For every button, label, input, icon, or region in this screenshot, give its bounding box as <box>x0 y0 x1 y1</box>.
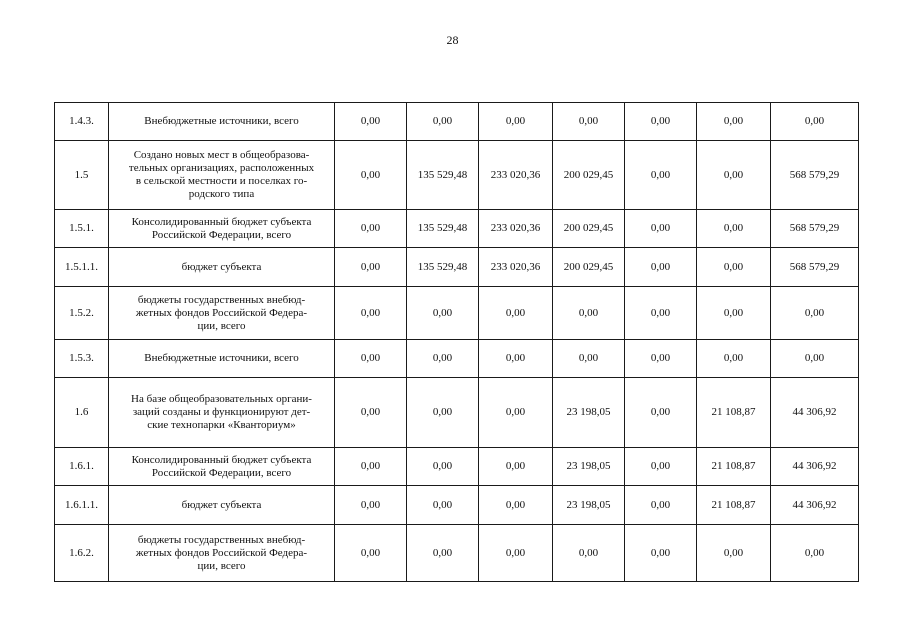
description-line: родского типа <box>188 188 255 200</box>
value-cell: 0,00 <box>771 287 859 340</box>
value-cell: 0,00 <box>335 340 407 378</box>
table-row <box>55 378 859 448</box>
budget-table <box>54 102 859 582</box>
table-row <box>55 248 859 287</box>
value-cell: 0,00 <box>479 448 553 486</box>
row-code: 1.5.1.1. <box>55 248 109 287</box>
value-cell: 0,00 <box>407 525 479 582</box>
row-description <box>109 103 335 141</box>
description-line: Внебюджетные источники, всего <box>144 352 299 364</box>
value-cell: 0,00 <box>479 103 553 141</box>
value-cell: 0,00 <box>407 378 479 448</box>
value-cell: 0,00 <box>335 287 407 340</box>
row-description <box>109 248 335 287</box>
value-cell: 200 029,45 <box>553 248 625 287</box>
description-line: Внебюджетные источники, всего <box>144 115 299 127</box>
value-cell: 0,00 <box>697 340 771 378</box>
row-code: 1.6.2. <box>55 525 109 582</box>
value-cell: 0,00 <box>335 448 407 486</box>
row-description <box>109 448 335 486</box>
description-line: ции, всего <box>197 319 246 332</box>
value-cell: 0,00 <box>697 210 771 248</box>
value-cell: 0,00 <box>697 248 771 287</box>
description-line: Консолидированный бюджет субъекта <box>131 215 312 228</box>
value-cell: 233 020,36 <box>479 248 553 287</box>
value-cell: 0,00 <box>479 486 553 525</box>
table-row <box>55 287 859 340</box>
value-cell: 44 306,92 <box>771 448 859 486</box>
row-description <box>109 486 335 525</box>
table-body <box>55 103 859 582</box>
value-cell: 0,00 <box>335 378 407 448</box>
description-line: ции, всего <box>197 559 246 572</box>
value-cell: 233 020,36 <box>479 141 553 210</box>
value-cell: 0,00 <box>407 340 479 378</box>
value-cell: 200 029,45 <box>553 141 625 210</box>
value-cell: 0,00 <box>335 486 407 525</box>
description-line: жетных фондов Российской Федера- <box>135 306 308 319</box>
value-cell: 0,00 <box>479 525 553 582</box>
description-line: Российской Федерации, всего <box>151 466 292 479</box>
value-cell: 44 306,92 <box>771 378 859 448</box>
value-cell: 0,00 <box>697 141 771 210</box>
value-cell: 23 198,05 <box>553 486 625 525</box>
value-cell: 21 108,87 <box>697 378 771 448</box>
value-cell: 0,00 <box>407 287 479 340</box>
value-cell: 135 529,48 <box>407 141 479 210</box>
value-cell: 0,00 <box>407 448 479 486</box>
table-row <box>55 210 859 248</box>
description-line: Консолидированный бюджет субъекта <box>131 453 312 466</box>
table-row <box>55 103 859 141</box>
description-line: тельных организациях, расположенных <box>128 162 315 174</box>
value-cell: 0,00 <box>625 448 697 486</box>
value-cell: 568 579,29 <box>771 141 859 210</box>
value-cell: 0,00 <box>479 378 553 448</box>
description-line: Российской Федерации, всего <box>151 228 292 241</box>
row-description <box>109 287 335 340</box>
description-line: На базе общеобразовательных органи- <box>131 393 312 405</box>
table-row <box>55 141 859 210</box>
table-row <box>55 340 859 378</box>
table-row <box>55 486 859 525</box>
description-line: бюджет субъекта <box>181 498 262 511</box>
row-code: 1.6 <box>55 378 109 448</box>
description-line: заций созданы и функционируют дет- <box>132 406 311 418</box>
value-cell: 21 108,87 <box>697 448 771 486</box>
value-cell: 21 108,87 <box>697 486 771 525</box>
row-code: 1.5.1. <box>55 210 109 248</box>
value-cell: 44 306,92 <box>771 486 859 525</box>
value-cell: 200 029,45 <box>553 210 625 248</box>
value-cell: 0,00 <box>625 486 697 525</box>
value-cell: 23 198,05 <box>553 378 625 448</box>
row-code: 1.5 <box>55 141 109 210</box>
value-cell: 0,00 <box>553 103 625 141</box>
value-cell: 568 579,29 <box>771 248 859 287</box>
value-cell: 0,00 <box>771 340 859 378</box>
page-number: 28 <box>446 33 459 47</box>
value-cell: 0,00 <box>553 340 625 378</box>
value-cell: 0,00 <box>553 287 625 340</box>
description-line: бюджеты государственных внебюд- <box>137 293 306 306</box>
value-cell: 0,00 <box>625 210 697 248</box>
value-cell: 0,00 <box>625 525 697 582</box>
value-cell: 233 020,36 <box>479 210 553 248</box>
row-code: 1.6.1. <box>55 448 109 486</box>
value-cell: 0,00 <box>407 103 479 141</box>
value-cell: 0,00 <box>625 141 697 210</box>
value-cell: 0,00 <box>625 378 697 448</box>
value-cell: 0,00 <box>553 525 625 582</box>
value-cell: 0,00 <box>335 525 407 582</box>
row-code: 1.5.2. <box>55 287 109 340</box>
description-line: бюджеты государственных внебюд- <box>137 533 306 546</box>
value-cell: 135 529,48 <box>407 210 479 248</box>
value-cell: 0,00 <box>407 486 479 525</box>
value-cell: 23 198,05 <box>553 448 625 486</box>
value-cell: 0,00 <box>335 141 407 210</box>
value-cell: 0,00 <box>697 525 771 582</box>
row-code: 1.5.3. <box>55 340 109 378</box>
value-cell: 0,00 <box>479 340 553 378</box>
value-cell: 0,00 <box>625 248 697 287</box>
row-description <box>109 141 335 210</box>
value-cell: 0,00 <box>697 103 771 141</box>
value-cell: 0,00 <box>335 210 407 248</box>
value-cell: 0,00 <box>771 103 859 141</box>
row-code: 1.4.3. <box>55 103 109 141</box>
table-row <box>55 525 859 582</box>
value-cell: 0,00 <box>697 287 771 340</box>
value-cell: 135 529,48 <box>407 248 479 287</box>
row-description <box>109 210 335 248</box>
description-line: Создано новых мест в общеобразова- <box>133 149 310 161</box>
value-cell: 0,00 <box>335 103 407 141</box>
row-code: 1.6.1.1. <box>55 486 109 525</box>
row-description <box>109 340 335 378</box>
description-line: бюджет субъекта <box>181 260 262 273</box>
description-line: в сельской местности и поселках го- <box>135 175 308 187</box>
value-cell: 0,00 <box>771 525 859 582</box>
value-cell: 0,00 <box>335 248 407 287</box>
row-description <box>109 378 335 448</box>
value-cell: 0,00 <box>625 103 697 141</box>
description-line: жетных фондов Российской Федера- <box>135 546 308 559</box>
value-cell: 568 579,29 <box>771 210 859 248</box>
value-cell: 0,00 <box>625 287 697 340</box>
row-description <box>109 525 335 582</box>
value-cell: 0,00 <box>625 340 697 378</box>
description-line: ские технопарки «Кванториум» <box>147 419 296 431</box>
table-row <box>55 448 859 486</box>
value-cell: 0,00 <box>479 287 553 340</box>
